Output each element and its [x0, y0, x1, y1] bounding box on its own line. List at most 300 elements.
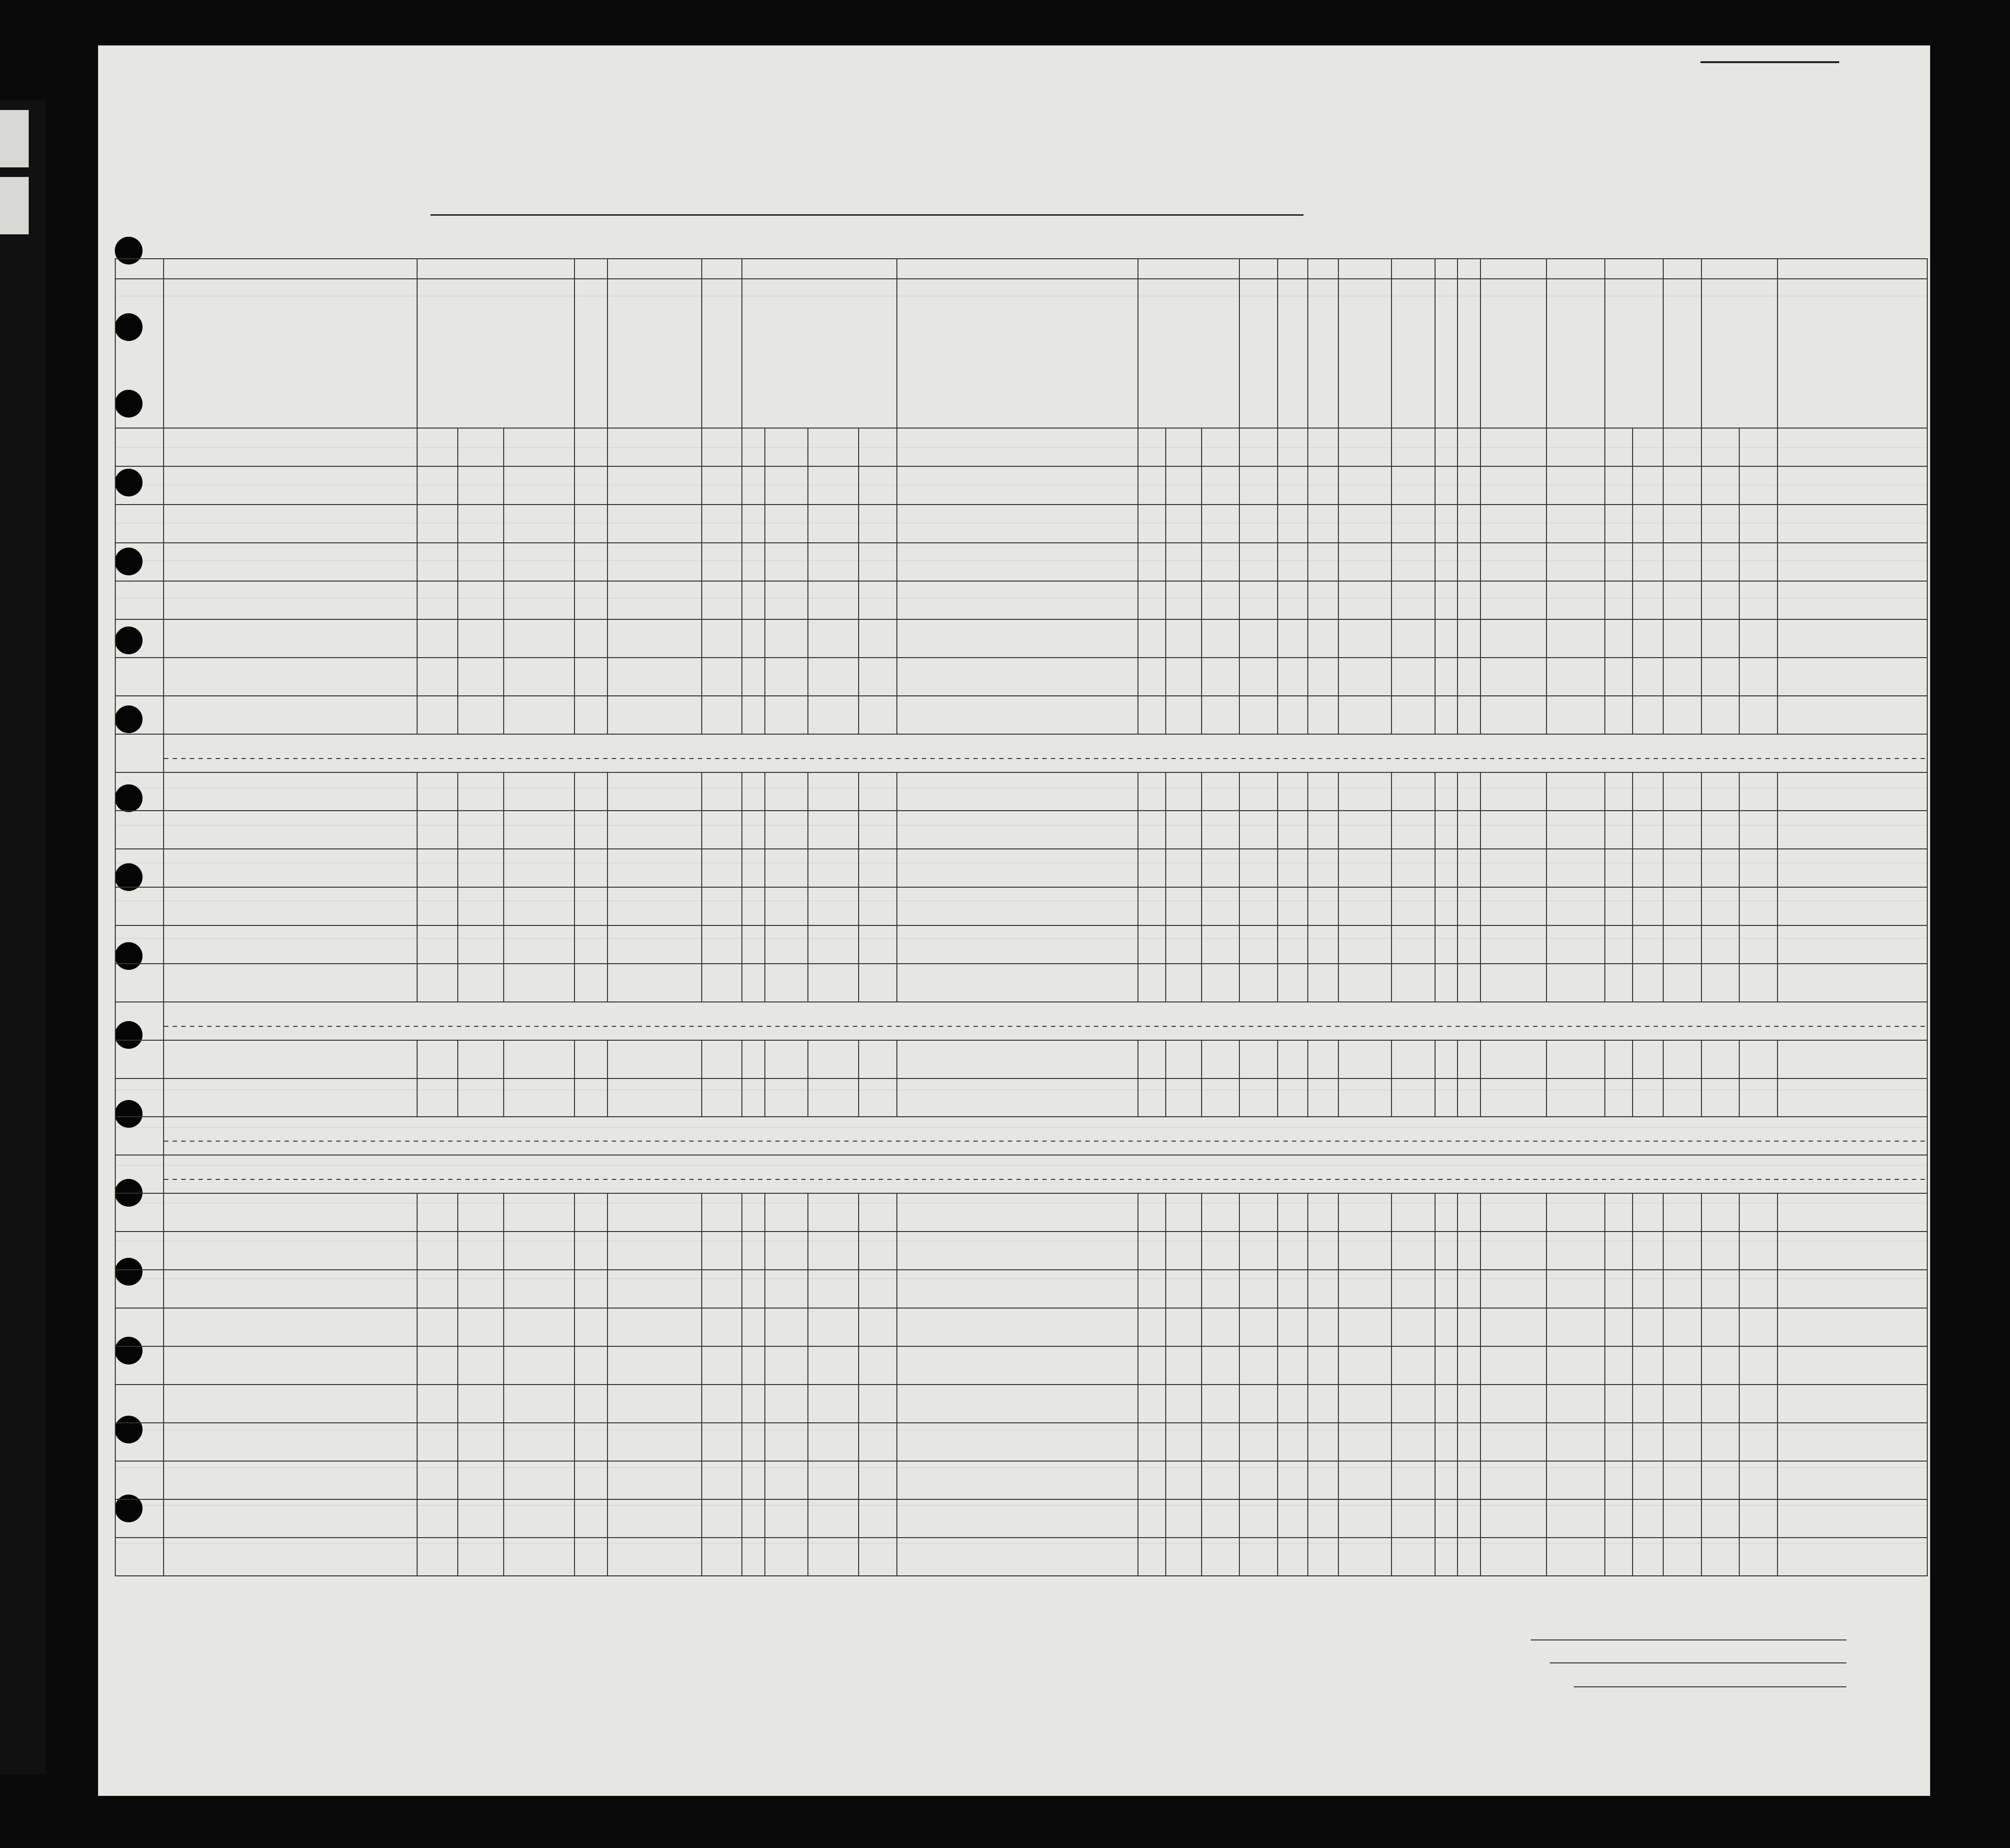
purpose-length [1166, 619, 1201, 658]
question-28 [1338, 1270, 1392, 1308]
health [1480, 1193, 1546, 1232]
purpose-length [1166, 1308, 1201, 1346]
question-30 [1435, 1193, 1458, 1232]
header-anarchist [1308, 279, 1338, 428]
marks [1778, 696, 1927, 734]
purpose-citizen [1202, 887, 1240, 925]
colnum [1546, 259, 1605, 279]
purpose-citizen [1202, 1078, 1240, 1117]
colnum [1278, 259, 1308, 279]
anarchist [1308, 1232, 1338, 1270]
question-29 [1392, 466, 1435, 505]
joining-relative [897, 1193, 1138, 1232]
anarchist [1308, 964, 1338, 1002]
joining-relative [897, 925, 1138, 964]
anarchist [1308, 658, 1338, 696]
question-30 [1435, 1040, 1458, 1078]
marks [1778, 1308, 1927, 1346]
marks [1778, 543, 1927, 581]
question-31 [1458, 887, 1480, 925]
joining-relative [897, 1423, 1138, 1461]
foreign-country [417, 543, 458, 581]
colnum [897, 259, 1138, 279]
fifty-dollars [702, 1270, 742, 1308]
date-departure [859, 1346, 897, 1385]
relative-address [164, 1538, 418, 1576]
purpose-citizen [1202, 1193, 1240, 1232]
where [808, 1538, 859, 1576]
complexion [1663, 543, 1701, 581]
polygamist [1278, 811, 1308, 849]
before-in-us [742, 1385, 765, 1423]
height-feet [1605, 772, 1633, 811]
passage-paid-by [607, 428, 701, 466]
date-departure [859, 1270, 897, 1308]
header-complexion [1663, 279, 1701, 428]
marks [1778, 581, 1927, 619]
row-number [115, 1117, 164, 1155]
question-30 [1435, 1308, 1458, 1346]
height-inches [1633, 964, 1663, 1002]
health [1480, 428, 1546, 466]
deformed [1546, 964, 1605, 1002]
fifty-dollars [702, 1423, 742, 1461]
question-28 [1338, 1499, 1392, 1538]
question-28 [1338, 811, 1392, 849]
health [1480, 811, 1546, 849]
question-31 [1458, 696, 1480, 734]
purpose [1138, 658, 1166, 696]
manifest-table [115, 258, 1928, 1576]
fifty-dollars [702, 811, 742, 849]
colnum [1458, 259, 1480, 279]
fifty-dollars [702, 1499, 742, 1538]
health [1480, 849, 1546, 887]
polygamist [1278, 466, 1308, 505]
passage-paid-by [607, 1538, 701, 1576]
state [458, 1538, 503, 1576]
purpose [1138, 1270, 1166, 1308]
where [808, 925, 859, 964]
table-row [115, 1385, 1927, 1423]
prison-charity [1239, 1538, 1278, 1576]
header-marks [1778, 279, 1927, 428]
health [1480, 505, 1546, 543]
date-departure [859, 428, 897, 466]
question-30 [1435, 505, 1458, 543]
health [1480, 1423, 1546, 1461]
ticket [574, 1078, 607, 1117]
height-inches [1633, 1538, 1663, 1576]
purpose-length [1166, 1078, 1201, 1117]
marks [1778, 925, 1927, 964]
height-feet [1605, 887, 1633, 925]
city [504, 581, 575, 619]
purpose [1138, 849, 1166, 887]
anarchist [1308, 849, 1338, 887]
question-29 [1392, 543, 1435, 581]
purpose-citizen [1202, 543, 1240, 581]
row-number [115, 1270, 164, 1308]
state [458, 1385, 503, 1423]
table-row [115, 734, 1927, 772]
before-in-us [742, 1308, 765, 1346]
joining-relative [897, 581, 1138, 619]
ticket [574, 428, 607, 466]
question-29 [1392, 1346, 1435, 1385]
passage-paid-by [607, 619, 701, 658]
year-period [765, 1385, 808, 1423]
purpose-citizen [1202, 1538, 1240, 1576]
purpose [1138, 1308, 1166, 1346]
height-inches [1633, 1078, 1663, 1117]
question-29 [1392, 849, 1435, 887]
question-30 [1435, 849, 1458, 887]
polygamist [1278, 1193, 1308, 1232]
purpose-citizen [1202, 428, 1240, 466]
health [1480, 887, 1546, 925]
before-in-us [742, 428, 765, 466]
table-row [115, 581, 1927, 619]
date-departure [859, 1461, 897, 1499]
relative-address [164, 696, 418, 734]
height-inches [1633, 887, 1663, 925]
city [504, 1193, 575, 1232]
height-inches [1633, 1193, 1663, 1232]
hair-color [1701, 1040, 1740, 1078]
question-31 [1458, 1499, 1480, 1538]
before-in-us [742, 1538, 765, 1576]
date-departure [859, 925, 897, 964]
deformed [1546, 1538, 1605, 1576]
joining-relative [897, 1346, 1138, 1385]
prison-charity [1239, 1499, 1278, 1538]
question-31 [1458, 1040, 1480, 1078]
height-inches [1633, 658, 1663, 696]
before-in-us [742, 1232, 765, 1270]
header-final-destination [417, 279, 574, 428]
year-period [765, 811, 808, 849]
relative-address [164, 887, 418, 925]
hair-color [1701, 1461, 1740, 1499]
deformed [1546, 1040, 1605, 1078]
eye-color [1739, 466, 1778, 505]
question-28 [1338, 1308, 1392, 1346]
city [504, 1078, 575, 1117]
header-relative [164, 279, 418, 428]
foreign-country [417, 1270, 458, 1308]
row-number [115, 925, 164, 964]
state [458, 619, 503, 658]
eye-color [1739, 1193, 1778, 1232]
before-in-us [742, 619, 765, 658]
polygamist [1278, 1461, 1308, 1499]
date-departure [859, 849, 897, 887]
marks [1778, 466, 1927, 505]
prison-charity [1239, 925, 1278, 964]
before-in-us [742, 811, 765, 849]
date-departure [859, 619, 897, 658]
colnum [1239, 259, 1278, 279]
purpose [1138, 466, 1166, 505]
anarchist [1308, 1308, 1338, 1346]
row-number [115, 734, 164, 772]
eye-color [1739, 1385, 1778, 1423]
anarchist [1308, 696, 1338, 734]
complexion [1663, 505, 1701, 543]
height-inches [1633, 1461, 1663, 1499]
header-deformed [1546, 279, 1605, 428]
passage-paid-by [607, 925, 701, 964]
year-period [765, 466, 808, 505]
row-number [115, 1002, 164, 1040]
question-30 [1435, 466, 1458, 505]
prison-charity [1239, 543, 1278, 581]
question-30 [1435, 696, 1458, 734]
deformed [1546, 658, 1605, 696]
deformed [1546, 1193, 1605, 1232]
relative-address [164, 1270, 418, 1308]
where [808, 658, 859, 696]
anarchist [1308, 1270, 1338, 1308]
question-29 [1392, 428, 1435, 466]
passage-paid-by [607, 1423, 701, 1461]
eye-color [1739, 772, 1778, 811]
question-31 [1458, 1461, 1480, 1499]
deformed [1546, 505, 1605, 543]
eye-color [1739, 1232, 1778, 1270]
deformed [1546, 1385, 1605, 1423]
table-row [115, 1155, 1927, 1193]
row-number [115, 811, 164, 849]
relative-address [164, 964, 418, 1002]
before-in-us [742, 1040, 765, 1078]
purpose [1138, 696, 1166, 734]
marks [1778, 1499, 1927, 1538]
fifty-dollars [702, 543, 742, 581]
joining-relative [897, 466, 1138, 505]
height-feet [1605, 964, 1633, 1002]
anarchist [1308, 543, 1338, 581]
health [1480, 696, 1546, 734]
question-31 [1458, 1308, 1480, 1346]
polygamist [1278, 619, 1308, 658]
purpose-length [1166, 466, 1201, 505]
where [808, 1499, 859, 1538]
question-30 [1435, 772, 1458, 811]
health [1480, 1232, 1546, 1270]
height-inches [1633, 581, 1663, 619]
city [504, 543, 575, 581]
question-30 [1435, 811, 1458, 849]
passage-paid-by [607, 1040, 701, 1078]
anarchist [1308, 1423, 1338, 1461]
height-feet [1605, 1499, 1633, 1538]
state [458, 1499, 503, 1538]
table-row [115, 849, 1927, 887]
polygamist [1278, 505, 1308, 543]
eye-color [1739, 543, 1778, 581]
purpose-citizen [1202, 964, 1240, 1002]
before-in-us [742, 772, 765, 811]
complexion [1663, 1308, 1701, 1346]
purpose-citizen [1202, 849, 1240, 887]
state [458, 428, 503, 466]
polygamist [1278, 1499, 1308, 1538]
before-in-us [742, 925, 765, 964]
ticket [574, 887, 607, 925]
header-height [1605, 279, 1663, 428]
prison-charity [1239, 581, 1278, 619]
table-row [115, 505, 1927, 543]
deformed [1546, 772, 1605, 811]
ticket [574, 925, 607, 964]
prison-charity [1239, 1078, 1278, 1117]
joining-relative [897, 1040, 1138, 1078]
relative-address [164, 1078, 418, 1117]
table-row [115, 466, 1927, 505]
question-31 [1458, 1385, 1480, 1423]
anarchist [1308, 505, 1338, 543]
city [504, 466, 575, 505]
city [504, 505, 575, 543]
state [458, 696, 503, 734]
header-ticket [574, 279, 607, 428]
ticket [574, 619, 607, 658]
date-departure [859, 505, 897, 543]
purpose-length [1166, 849, 1201, 887]
question-28 [1338, 1461, 1392, 1499]
passage-paid-by [607, 543, 701, 581]
purpose-citizen [1202, 1308, 1240, 1346]
table-row [115, 1002, 1927, 1040]
foreign-country [417, 428, 458, 466]
polygamist [1278, 1423, 1308, 1461]
joining-relative [897, 964, 1138, 1002]
purpose-citizen [1202, 1270, 1240, 1308]
year-period [765, 849, 808, 887]
marks [1778, 964, 1927, 1002]
polygamist [1278, 696, 1308, 734]
usc-row [164, 1117, 1927, 1155]
question-28 [1338, 581, 1392, 619]
question-31 [1458, 1538, 1480, 1576]
date-departure [859, 581, 897, 619]
complexion [1663, 428, 1701, 466]
ticket [574, 1040, 607, 1078]
question-30 [1435, 1538, 1458, 1576]
table-row [115, 1423, 1927, 1461]
joining-relative [897, 1499, 1138, 1538]
purpose-citizen [1202, 1385, 1240, 1423]
state [458, 849, 503, 887]
question-29 [1392, 1232, 1435, 1270]
hair-color [1701, 505, 1740, 543]
ticket [574, 658, 607, 696]
row-number [115, 543, 164, 581]
deformed [1546, 619, 1605, 658]
height-inches [1633, 1040, 1663, 1078]
complexion [1663, 1040, 1701, 1078]
purpose [1138, 1385, 1166, 1423]
where [808, 811, 859, 849]
height-feet [1605, 428, 1633, 466]
question-30 [1435, 1461, 1458, 1499]
height-feet [1605, 1193, 1633, 1232]
complexion [1663, 925, 1701, 964]
purpose-length [1166, 505, 1201, 543]
row-number [115, 505, 164, 543]
marks [1778, 887, 1927, 925]
health [1480, 1385, 1546, 1423]
prison-charity [1239, 811, 1278, 849]
health [1480, 1538, 1546, 1576]
hair-color [1701, 1346, 1740, 1385]
question-29 [1392, 1270, 1435, 1308]
eye-color [1739, 1423, 1778, 1461]
eye-color [1739, 811, 1778, 849]
state [458, 1040, 503, 1078]
table-row [115, 1117, 1927, 1155]
date-departure [859, 1308, 897, 1346]
purpose-length [1166, 1499, 1201, 1538]
before-in-us [742, 849, 765, 887]
question-28 [1338, 1538, 1392, 1576]
eye-color [1739, 925, 1778, 964]
ticket [574, 696, 607, 734]
row-number [115, 658, 164, 696]
anarchist [1308, 1078, 1338, 1117]
question-29 [1392, 1423, 1435, 1461]
polygamist [1278, 1078, 1308, 1117]
passage-paid-by [607, 1385, 701, 1423]
health [1480, 543, 1546, 581]
height-feet [1605, 696, 1633, 734]
city [504, 925, 575, 964]
relative-address [164, 772, 418, 811]
date-departure [859, 543, 897, 581]
row-number [115, 619, 164, 658]
header-joining [897, 279, 1138, 428]
foreign-country [417, 1461, 458, 1499]
height-feet [1605, 849, 1633, 887]
question-30 [1435, 1499, 1458, 1538]
purpose-length [1166, 543, 1201, 581]
marks [1778, 811, 1927, 849]
question-31 [1458, 1232, 1480, 1270]
height-feet [1605, 1423, 1633, 1461]
relative-address [164, 1193, 418, 1232]
before-in-us [742, 658, 765, 696]
purpose-citizen [1202, 505, 1240, 543]
where [808, 1040, 859, 1078]
marks [1778, 1538, 1927, 1576]
prison-charity [1239, 1193, 1278, 1232]
relative-address [164, 1308, 418, 1346]
height-inches [1633, 466, 1663, 505]
colnum [1338, 259, 1392, 279]
row-number [115, 772, 164, 811]
prison-charity [1239, 428, 1278, 466]
height-feet [1605, 1232, 1633, 1270]
state [458, 1423, 503, 1461]
height-feet [1605, 1270, 1633, 1308]
row-number [115, 964, 164, 1002]
purpose [1138, 772, 1166, 811]
colnum [1605, 259, 1663, 279]
foreign-country [417, 1346, 458, 1385]
row-number [115, 581, 164, 619]
